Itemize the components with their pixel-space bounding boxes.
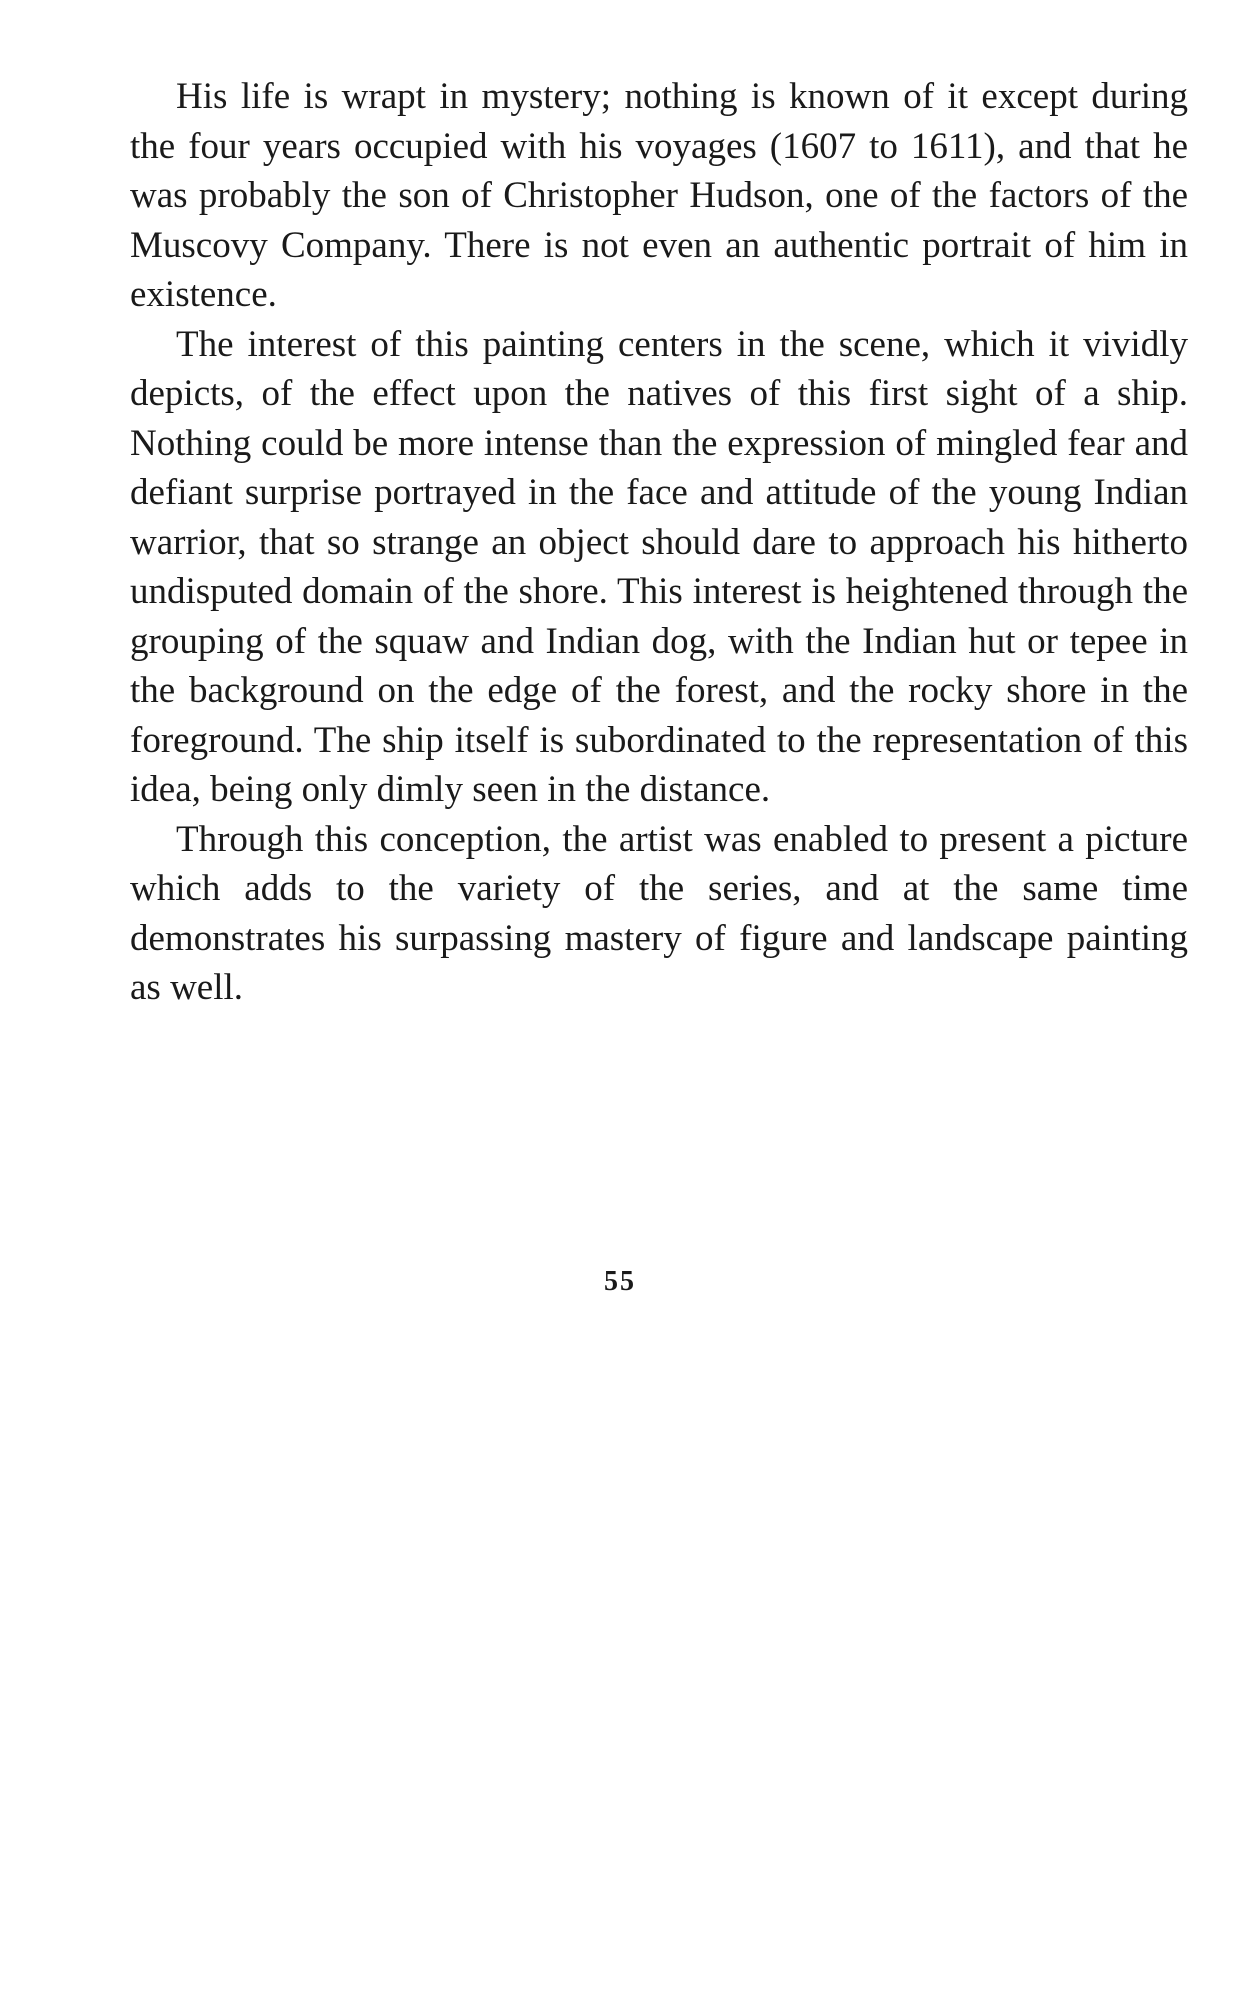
paragraph-hudson-life: His life is wrapt in mystery; nothing is known of it except during the four years occupied with his voyages (1607 to 1611), and that he was probably the son of Christopher Hudson, one of the factors of the Muscovy Company. There is not even an authentic portrait of him in existence. xyxy=(130,76,1188,315)
paragraph-painting-interest: The interest of this painting centers in the scene, which it vividly depicts, of the effect upon the natives of this first sight of a ship. Nothing could be more intense than the expression of mingled fear and defiant surprise portrayed in the face and attitude of the young Indian warrior, that so strange an object should dare to approach his hitherto undisputed domain of the shore. This interest is heightened through the grouping of the squaw and Indian dog, with the Indian hut or tepee in the background on the edge of the forest, and the rocky shore in the foreground. The ship itself is subordinated to the representation of this idea, being only dimly seen in the distance. xyxy=(130,323,1188,810)
body-text xyxy=(130,72,1188,1013)
paragraph-artist-conception: Through this conception, the artist was enabled to present a picture which adds to the variety of the series, and at the same time demonstrates his surpassing mastery of figure and landscape painting as well. xyxy=(130,818,1188,1008)
page-number: 55 xyxy=(604,1266,636,1297)
